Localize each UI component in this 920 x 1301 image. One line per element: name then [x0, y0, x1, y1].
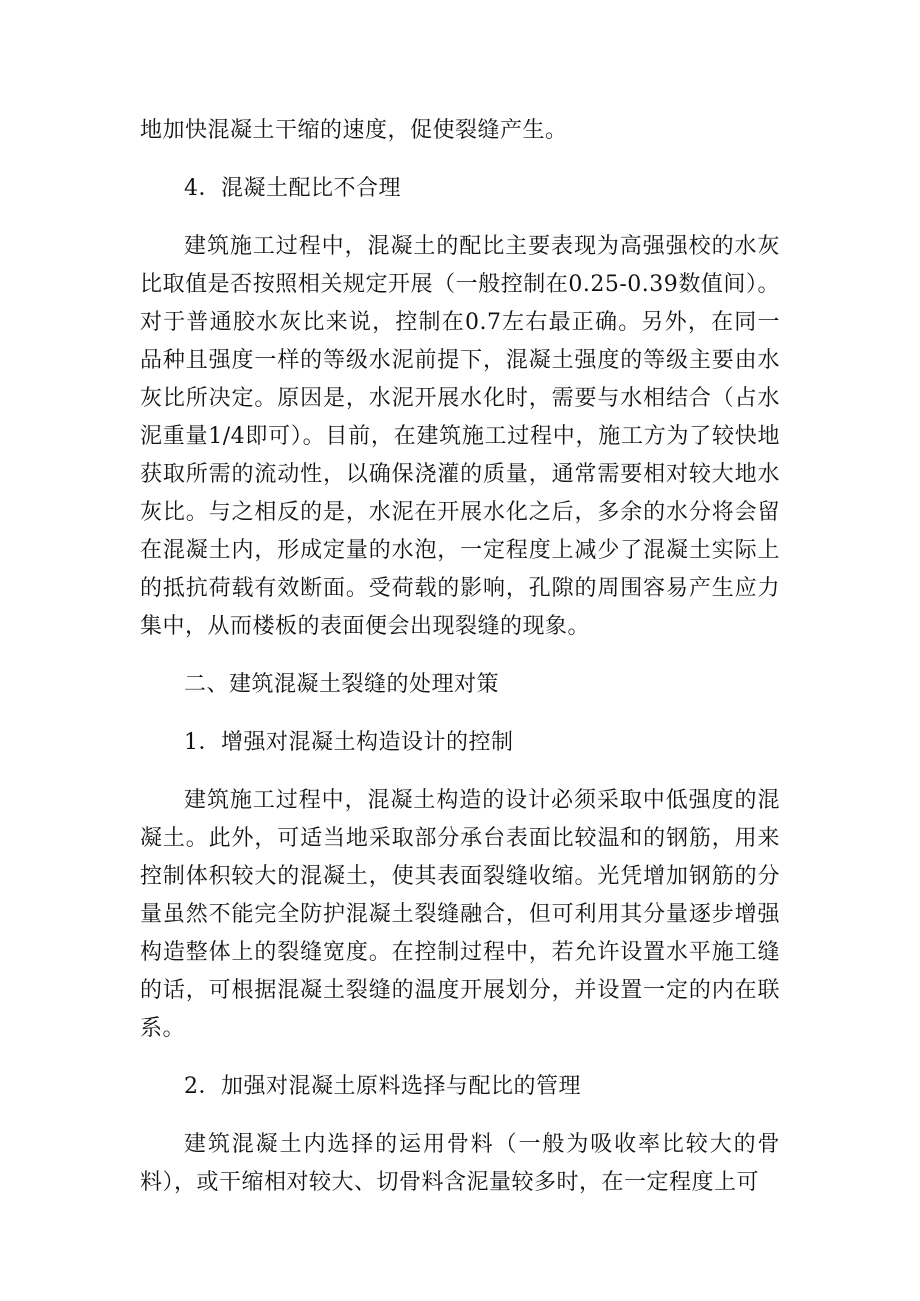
document-body	[140, 112, 780, 1202]
paragraph-mix-ratio: 建筑施工过程中，混凝土的配比主要表现为高强强校的水灰比取值是否按照相关规定开展（一般控制在0.25-0.39数值间）。对于普通胶水灰比来说，控制在0.7左右最正确。另外，在同一品种且强度一样的等级水泥前提下，混凝土强度的等级主要由水灰比所决定。原因是，水泥开展水化时，需要与水相结合（占水泥重量1/4即可）。目前，在建筑施工过程中，施工方为了较快地获取所需的流动性，以确保浇灌的质量，通常需要相对较大地水灰比。与之相反的是，水泥在开展水化之后，多余的水分将会留在混凝土内，形成定量的水泡，一定程度上减少了混凝土实际上的抵抗荷载有效断面。受荷载的影响，孔隙的周围容易产生应力集中，从而楼板的表面便会出现裂缝的现象。	[140, 234, 780, 639]
paragraph-material-selection: 建筑混凝土内选择的运用骨料（一般为吸收率比较大的骨料），或干缩相对较大、切骨料含泥量较多时，在一定程度上可	[140, 1132, 780, 1195]
paragraph-structure-design: 建筑施工过程中，混凝土构造的设计必须采取中低强度的混凝土。此外，可适当地采取部分承台表面比较温和的钢筋，用来控制体积较大的混凝土，使其表面裂缝收缩。光凭增加钢筋的分量虽然不能完全防护混凝土裂缝融合，但可利用其分量逐步增强构造整体上的裂缝宽度。在控制过程中，若允许设置水平施工缝的话，可根据混凝土裂缝的温度开展划分，并设置一定的内在联系。	[140, 788, 780, 1041]
section-heading-structure-design: 1．增强对混凝土构造设计的控制	[184, 730, 514, 755]
paragraph-continuation: 地加快混凝土干缩的速度，促使裂缝产生。	[140, 118, 568, 143]
section-heading-mix-ratio: 4．混凝土配比不合理	[184, 176, 401, 201]
chapter-heading-countermeasures: 二、建筑混凝土裂缝的处理对策	[184, 672, 500, 697]
section-heading-material-selection: 2．加强对混凝土原料选择与配比的管理	[184, 1074, 581, 1099]
